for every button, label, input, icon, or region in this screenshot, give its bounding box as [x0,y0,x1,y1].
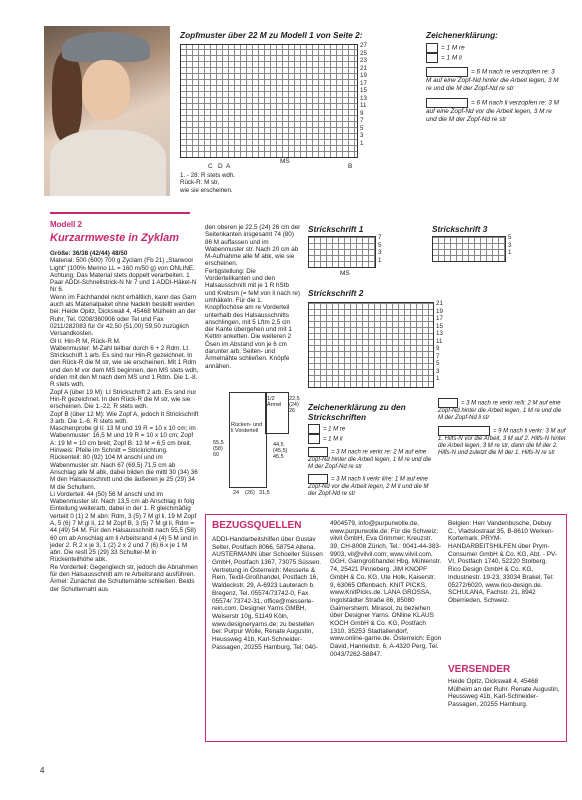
strick1-rows: 7 5 3 1 [378,234,382,264]
strick2-rows: 21 19 17 15 13 11 9 7 5 3 1 [436,300,443,382]
bezugsquellen-title: BEZUGSQUELLEN [212,520,302,531]
model-photo [44,26,170,196]
zopfmuster-row-numbers: 27 25 23 21 19 17 15 13 11 9 7 5 3 1 [360,42,367,147]
strick2-chart [308,302,434,388]
bezugsquellen-col1: ADDI-Handarbeitshilfen über Gustav Selter, Postfach 8066, 58754 Altena. AUSTERMANN über Schoeller Süssen GmbH, Postfach 1367, 73075 Süssen. Vertretung in Österreich: Messerle & Rein, Textil-Großhandel, Postfach 16, Waldeckstr. 29, A-6923 Lauterach b. Bregenz, Tel. 05574/73742-0, Fax 05574/ 73742-31, office@messerle-rein.com. Designer Yarns GMBH, Welserstr 10g, 51149 Köln, www.designeryarns.de; zu bestellen bei: Purpur Wolle, Renate Augustin, Heussweg 41b, Karl-Schneider-Passagen, 20255 Hamburg, Tel: 040- [212,536,323,651]
instructions-col1: Größe: 36/38 (42/44) 48/50 Material: 500 (600) 700 g Zyclam (Fb 21) „Starwool Light“ (100% Merino LL = 160 m/50 g) von ONLINE. Achtung: Das Material stets doppelt verarbeiten. 1 Paar ADDI-Schnellstrick-N Nr 7 und 1 ADDI-Häkel-N Nr 6. Wenn im Fachhandel nicht erhältlich, kann das Garn auch als Materialpaket ohne Nadeln bestellt werden bei: Heide Opitz, Dickswall 4, 45468 Mülheim an der Ruhr, Tel. 0208/360906 oder Tel und Fax 0211/282083 für Gr 42,50 (51,00) 59,50 zuzüglich Versandkosten. Gl li: Hin-R M, Rück-R M. Wabenmuster: M-Zahl teilbar durch 6 + 2 Rdm. Lt Strickschrift 1 arb. Es sind nur Hin-R gezeichnet. In den Rück-R die M str, wie sie erscheinen. Mit 1 Rdm und den M vor dem MS beginnen, den MS stets wdh, enden mit den M nach dem MS und 1 Rdm. Die 1.-8. R stets wdh. Zopf A (über 19 M): Lt Strickschrift 2 arb. Es sind nur Hin-R gezeichnet. In den Rück-R die M str, wie sie erscheinen. Die 1.-22. R stets wdh. Zopf B (über 12 M): Wie Zopf A, jedoch lt Strickschrift 3 arb. Die 1.-6. R stets wdh. Maschenprobe gl li: 13 M und 19 R = 10 x 10 cm; im Wabenmuster: 16,5 M und 19 R = 10 x 10 cm; Zopf A: 19 M = 10 cm breit; Zopf B: 12 M = 6,5 cm breit. Hinweis: Pfeile im Schnitt = Strickrichtung. Rückenteil: 80 (92) 104 M anschl und im Wabenmuster str. Nach 67 (69,5) 71,5 cm ab Anschlag alle M abk, dabei bilden die mittl 30 (34) 36 M den Halsausschnitt und die äußeren je 25 (29) 34 M die Schultern. Li Vorderteil: 44 (50) 56 M anschl und im Wabenmuster str. Nach 13,5 cm ab Anschlag in folg Einteilung weiterarb, dabei in der 1. R gleichmäßig verteilt 0 (1) 2 M abn: Rdm, 3 (5) 7 M gl li, 19 M Zopf A, 5 (6) 7 M gl li, 12 M Zopf B, 3 (5) 7 M gl li, Rdm = 44 (49) 54 M. Für den Halsausschnitt nach 55,5 (58) 60 cm ab Anschlag am li Arbeitsrand 4 (4) 5 M und in jeder 2. R 2 x je 3, 1 (2) 2 x 2 und 7 (6) 6 x je 1 M abn. Die restl 25 (29) 33 Schulter-M in Rückenteilhöhe abk. Re Vorderteil: Gegengleich str, jedoch die Abnahmen für den Halsausschnitt am re Arbeitsrand ausführen. Ärmel: Zunächst die Schulternähte schließen. Beids der Schulternaht aus [50,250,199,593]
bezugsquellen-col2: 4904579, info@purpurwolle.de, www.purpurwolle.de; Für die Schweiz: vilvil GmbH, Eva Grimmer; Kreuzstr. 39, CH-8008 Zürich, Tel.: 0041-44-383-9903, vil@vilvil.com; www.vilvil.com. GGH, Garngroßhandel Hbg, Mühlenstr. 74, 25421 Pinneberg. JIM KNOPF GmbH & Co. KG, Ute Holk, Kaiserstr. 9, 63065 Offenbach. KNIT PICKS, www.KnitPicks.de. LANA GROSSA, Ingolstädter Straße 86, 85080 Gaimersheim. Mirasol, zu beziehen über Designer Yarns. ONline KLAUS KOCH GmbH & Co. KG, Postfach 1310, 35253 Stadtallendorf, www.online-garne.de. Österreich: Egon David, Hanriedstr. 6, A-4320 Perg, Tel. 0043/7262-58847. [330,520,442,658]
versender-text: Heide Opitz, Dickswall 4, 45468 Mülheim an der Ruhr. Renate Augustin, Heussweg 41b, Karl-Schneider-Passagen, 20255 Hamburg. [448,678,560,709]
strick1-marker: MS [340,270,350,277]
strick3-rows: 5 3 1 [508,234,512,256]
page-number: 4 [40,766,45,775]
zopfmuster-title: Zopfmuster über 22 M zu Modell 1 von Seite 2: [180,30,363,40]
modell-label: Modell 2 [50,220,83,229]
zeichen2-legend-right: = 3 M nach re verkr re/li: 2 M auf eine Zopf-Nd hinter die Arbeit legen, 1 M re und die M der Zopf-Nd li str = 9 M nach li verkr: 3 M auf 1. Hilfs-N vor die Arbeit, 3 M auf 2. Hilfs-N hinter die Arbeit legen, 3 M re str, dann die M der 2. Hilfs-N und zuletzt die M der 1. Hilfs-N re str [438,398,566,457]
zeichen1-legend: = 1 M re = 1 M li = 6 M nach re verzopfen re: 3 M auf eine Zopf-Nd hinter die Arbeit legen, 3 M re und die M der Zopf-Nd re str = 6 M nach li verzopfen re: 3 M auf eine Zopf-Nd vor die Arbeit legen, 3 M re und die M der Zopf-Nd re str [426,44,559,124]
zeichen2-title: Zeichenerklärung zu den Strickschriften [308,402,406,422]
strick1-chart [308,236,376,268]
strick2-title: Strickschrift 2 [308,288,364,298]
schnitt-diagram: Rücken- und li Vorderteil 1/2 Ärmel 22,5 (24) 26 55,5 (58) 60 44,5 (45,5) 45,5 24 (26) 31,5 [205,370,305,500]
section-divider [50,212,190,214]
zopfmuster-markers: C D A MS B [208,158,353,170]
zeichen1-title: Zeichenerklärung: [426,30,498,40]
modell-title: Kurzarmweste in Zyklam [50,232,179,244]
zeichen2-legend-left: = 1 M re = 1 M li = 3 M nach re verkr re: 2 M auf eine Zopf-Nd hinter die Arbeit legen, 1 M re und die M der Zopf-Nd re str = 3 M nach li verkr li/re: 1 M auf eine Zopf-Nd vor die Arbeit legen, 2 M li und die M der Zopf-Nd re str [308,424,434,498]
instructions-col2: den oberen je 22,5 (24) 26 cm der Seitenkanten insgesamt 74 (80) 86 M auffassen und im Wabenmuster str. Nach 20 cm ab M-Aufnahme alle M abk, wie sie erscheinen. Fertigstellung: Die Vorderteilkanten und den Halsausschnitt mit je 1 R hStb und Krebsm (= feM von li nach re) umhäkeln. Für die 1. Knopflochöse am re Vorderteil unterhalb des Halsausschnitts anschlingen, mit 5 Lftm 2,5 cm der Kante übergehen und mit 1 Kettm anketten. Die weiteren 2 Ösen im Abstand von je 6 cm darunter arb. Seiten- und Ärmelnähte schließen. Knöpfe annähen. [205,224,301,370]
zopfmuster-chart [180,44,358,158]
bezugsquellen-col3: Belgien: Herr Vandenbusche, Debuy C., Vladslostraat 35, B-8610 Werken-Kortemark. PRYM-HANDARBEITSHILFEN über Prym-Consumer GmbH & Co. KG, Abt. - PV-VI, Postfach 1740, 52220 Stolberg. Rico Design GmbH & Co. KG, Industriestr. 19-23, 33034 Brakel, Tel: 05272/6020, www.rico-design.de. SCHULANA, Fachstr. 21, 8942 Oberrieden, Schweiz. [448,520,558,604]
strick1-title: Strickschrift 1 [308,224,364,234]
strick3-title: Strickschrift 3 [432,224,488,234]
strick3-chart [432,236,506,262]
zopfmuster-notes: 1. - 28. R stets wdh. Rück-R: M str, wie sie erscheinen. [180,172,236,194]
versender-title: VERSENDER [448,664,511,675]
